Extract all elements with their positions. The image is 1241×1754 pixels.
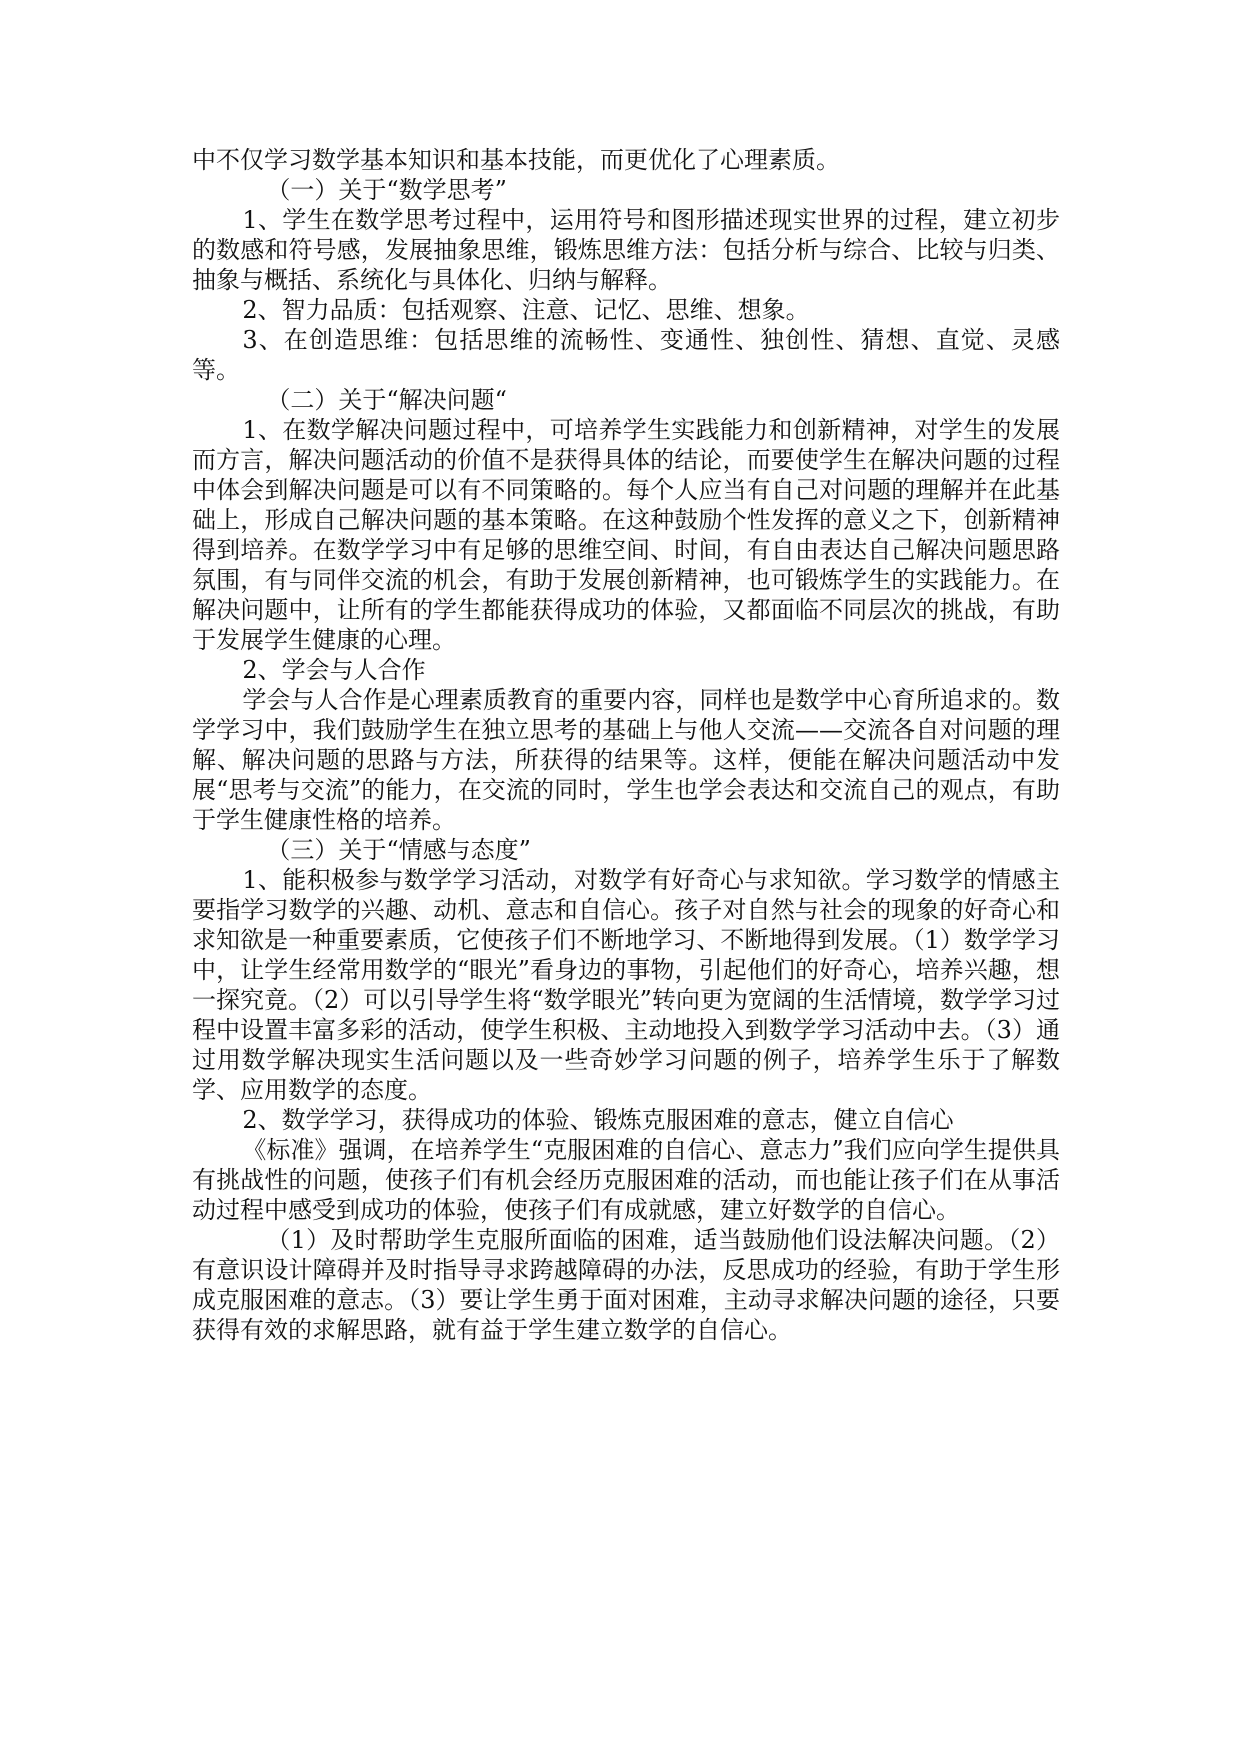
paragraph: 《标准》强调，在培养学生“克服困难的自信心、意志力”我们应向学生提供具有挑战性的问题，使孩子们有机会经历克服困难的活动，而也能让孩子们在从事活动过程中感受到成功的体验，使孩子们有成就感，建立好数学的自信心。 xyxy=(192,1136,1060,1224)
paragraph: 3、在创造思维：包括思维的流畅性、变通性、独创性、猜想、直觉、灵感等。 xyxy=(192,326,1060,384)
paragraph: 学会与人合作是心理素质教育的重要内容，同样也是数学中心育所追求的。数学学习中，我们鼓励学生在独立思考的基础上与他人交流——交流各自对问题的理解、解决问题的思路与方法，所获得的结果等。这样，便能在解决问题活动中发展“思考与交流”的能力，在交流的同时，学生也学会表达和交流自己的观点，有助于学生健康性格的培养。 xyxy=(192,686,1060,834)
paragraph: 2、学会与人合作 xyxy=(242,656,426,684)
document-body xyxy=(192,145,1060,1345)
section-heading: （一）关于“数学思考” xyxy=(266,176,507,204)
section-heading: （二）关于“解决问题“ xyxy=(266,386,507,414)
paragraph: 2、数学学习，获得成功的体验、锻炼克服困难的意志，健立自信心 xyxy=(242,1106,954,1134)
paragraph: 1、学生在数学思考过程中，运用符号和图形描述现实世界的过程，建立初步的数感和符号感，发展抽象思维，锻炼思维方法：包括分析与综合、比较与归类、抽象与概括、系统化与具体化、归纳与解释。 xyxy=(192,206,1060,294)
paragraph: 1、在数学解决问题过程中，可培养学生实践能力和创新精神，对学生的发展而方言，解决问题活动的价值不是获得具体的结论，而要使学生在解决问题的过程中体会到解决问题是可以有不同策略的。每个人应当有自己对问题的理解并在此基础上，形成自己解决问题的基本策略。在这种鼓励个性发挥的意义之下，创新精神得到培养。在数学学习中有足够的思维空间、时间，有自由表达自己解决问题思路氛围，有与同伴交流的机会，有助于发展创新精神，也可锻炼学生的实践能力。在解决问题中，让所有的学生都能获得成功的体验，又都面临不同层次的挑战，有助于发展学生健康的心理。 xyxy=(192,416,1060,654)
paragraph: 1、能积极参与数学学习活动，对数学有好奇心与求知欲。学习数学的情感主要指学习数学的兴趣、动机、意志和自信心。孩子对自然与社会的现象的好奇心和求知欲是一种重要素质，它使孩子们不断地学习、不断地得到发展。（1）数学学习中，让学生经常用数学的“眼光”看身边的事物，引起他们的好奇心，培养兴趣，想一探究竟。（2）可以引导学生将“数学眼光”转向更为宽阔的生活情境，数学学习过程中设置丰富多彩的活动，使学生积极、主动地投入到数学学习活动中去。（3）通过用数学解决现实生活问题以及一些奇妙学习问题的例子，培养学生乐于了解数学、应用数学的态度。 xyxy=(192,866,1060,1104)
paragraph: （1）及时帮助学生克服所面临的困难，适当鼓励他们设法解决问题。（2）有意识设计障碍并及时指导寻求跨越障碍的办法，反思成功的经验，有助于学生形成克服困难的意志。（3）要让学生勇于面对困难，主动寻求解决问题的途径，只要获得有效的求解思路，就有益于学生建立数学的自信心。 xyxy=(192,1226,1060,1344)
paragraph: 中不仅学习数学基本知识和基本技能，而更优化了心理素质。 xyxy=(192,146,840,174)
paragraph: 2、智力品质：包括观察、注意、记忆、思维、想象。 xyxy=(242,296,810,324)
section-heading: （三）关于“情感与态度” xyxy=(266,836,531,864)
